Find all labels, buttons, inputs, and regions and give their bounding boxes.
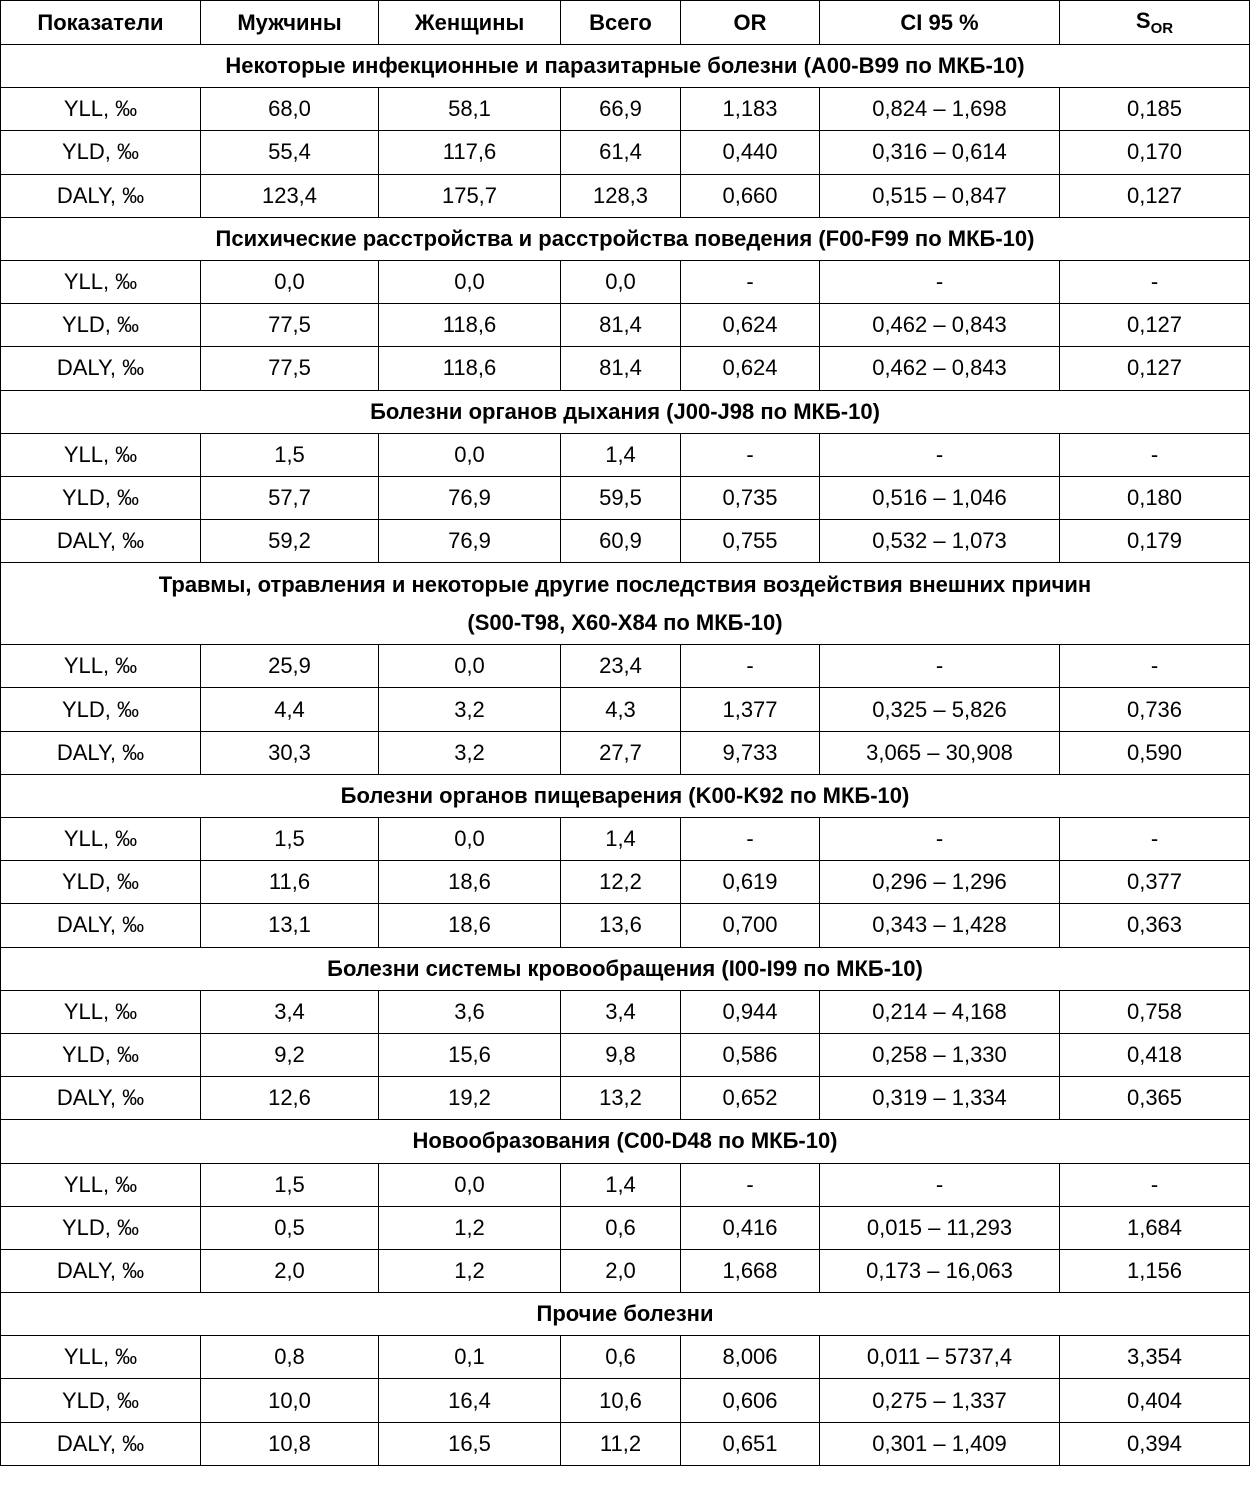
total-cell: 11,2 xyxy=(561,1422,681,1465)
ci95-cell: 0,532 – 1,073 xyxy=(820,520,1060,563)
or-cell: 0,624 xyxy=(681,304,820,347)
total-cell: 27,7 xyxy=(561,731,681,774)
or-cell: - xyxy=(681,1163,820,1206)
total-cell: 23,4 xyxy=(561,645,681,688)
indicator-cell: DALY, ‰ xyxy=(1,347,201,390)
or-cell: 0,944 xyxy=(681,990,820,1033)
ci95-cell: 0,319 – 1,334 xyxy=(820,1077,1060,1120)
section-header-row xyxy=(1,1293,1250,1336)
header-total: Всего xyxy=(561,1,681,45)
header-indicators: Показатели xyxy=(1,1,201,45)
section-title-text: Болезни органов пищеварения (K00-K92 по МКБ-10) xyxy=(340,782,910,808)
or-cell: - xyxy=(681,645,820,688)
ci95-cell: 0,325 – 5,826 xyxy=(820,688,1060,731)
table-row xyxy=(1,861,1250,904)
or-cell: 1,377 xyxy=(681,688,820,731)
header-sor xyxy=(1060,1,1250,45)
indicator-cell: YLL, ‰ xyxy=(1,88,201,131)
or-cell: 0,735 xyxy=(681,476,820,519)
men-cell: 3,4 xyxy=(201,990,379,1033)
or-cell: 0,660 xyxy=(681,174,820,217)
indicator-cell: YLL, ‰ xyxy=(1,1163,201,1206)
total-cell: 3,4 xyxy=(561,990,681,1033)
ci95-cell: 0,258 – 1,330 xyxy=(820,1033,1060,1076)
sor-cell: 0,365 xyxy=(1060,1077,1250,1120)
ci95-cell: - xyxy=(820,818,1060,861)
total-cell: 10,6 xyxy=(561,1379,681,1422)
women-cell: 3,6 xyxy=(379,990,561,1033)
or-cell: 0,651 xyxy=(681,1422,820,1465)
ci95-cell: 0,516 – 1,046 xyxy=(820,476,1060,519)
or-cell: - xyxy=(681,818,820,861)
women-cell: 18,6 xyxy=(379,904,561,947)
section-title xyxy=(1,45,1250,88)
table-row xyxy=(1,1379,1250,1422)
or-cell: - xyxy=(681,260,820,303)
section-header-row xyxy=(1,774,1250,817)
header-row xyxy=(1,1,1250,45)
men-cell: 25,9 xyxy=(201,645,379,688)
men-cell: 1,5 xyxy=(201,818,379,861)
indicator-cell: DALY, ‰ xyxy=(1,520,201,563)
table-row xyxy=(1,476,1250,519)
indicator-cell: YLL, ‰ xyxy=(1,990,201,1033)
men-cell: 1,5 xyxy=(201,1163,379,1206)
ci95-cell: 0,275 – 1,337 xyxy=(820,1379,1060,1422)
table-row xyxy=(1,174,1250,217)
men-cell: 9,2 xyxy=(201,1033,379,1076)
men-cell: 57,7 xyxy=(201,476,379,519)
indicator-cell: YLD, ‰ xyxy=(1,1379,201,1422)
table-body xyxy=(1,45,1250,1466)
total-cell: 12,2 xyxy=(561,861,681,904)
section-header-row xyxy=(1,947,1250,990)
total-cell: 13,2 xyxy=(561,1077,681,1120)
indicator-cell: DALY, ‰ xyxy=(1,1422,201,1465)
table-row xyxy=(1,904,1250,947)
ci95-cell: 0,824 – 1,698 xyxy=(820,88,1060,131)
ci95-cell: 0,214 – 4,168 xyxy=(820,990,1060,1033)
ci95-cell: 0,515 – 0,847 xyxy=(820,174,1060,217)
sor-cell: 0,590 xyxy=(1060,731,1250,774)
total-cell: 2,0 xyxy=(561,1249,681,1292)
table-row xyxy=(1,731,1250,774)
indicator-cell: DALY, ‰ xyxy=(1,174,201,217)
section-title-text: Болезни органов дыхания (J00-J98 по МКБ-10) xyxy=(370,398,880,424)
women-cell: 175,7 xyxy=(379,174,561,217)
table-row xyxy=(1,990,1250,1033)
section-title-text: Психические расстройства и расстройства поведения (F00-F99 по МКБ-10) xyxy=(215,225,1035,251)
table-row xyxy=(1,88,1250,131)
indicator-cell: YLD, ‰ xyxy=(1,131,201,174)
indicator-cell: DALY, ‰ xyxy=(1,731,201,774)
section-title-text-line2: (S00-T98, X60-X84 по МКБ-10) xyxy=(467,609,783,635)
men-cell: 13,1 xyxy=(201,904,379,947)
total-cell: 66,9 xyxy=(561,88,681,131)
or-cell: 0,440 xyxy=(681,131,820,174)
header-or: OR xyxy=(681,1,820,45)
table-row xyxy=(1,520,1250,563)
or-cell: 0,700 xyxy=(681,904,820,947)
women-cell: 117,6 xyxy=(379,131,561,174)
sor-cell: 1,156 xyxy=(1060,1249,1250,1292)
ci95-cell: 0,301 – 1,409 xyxy=(820,1422,1060,1465)
section-title xyxy=(1,1293,1250,1336)
sor-cell: 0,404 xyxy=(1060,1379,1250,1422)
table-row xyxy=(1,1336,1250,1379)
or-cell: 0,606 xyxy=(681,1379,820,1422)
indicator-cell: YLL, ‰ xyxy=(1,818,201,861)
men-cell: 10,8 xyxy=(201,1422,379,1465)
section-title-text: Некоторые инфекционные и паразитарные болезни (A00-B99 по МКБ-10) xyxy=(225,53,1025,79)
total-cell: 1,4 xyxy=(561,433,681,476)
sor-cell: 0,363 xyxy=(1060,904,1250,947)
sor-cell: - xyxy=(1060,260,1250,303)
table-row xyxy=(1,1206,1250,1249)
table-row xyxy=(1,688,1250,731)
women-cell: 0,1 xyxy=(379,1336,561,1379)
ci95-cell: 0,011 – 5737,4 xyxy=(820,1336,1060,1379)
section-title-text: Травмы, отравления и некоторые другие последствия воздействия внешних причин xyxy=(158,571,1092,597)
women-cell: 58,1 xyxy=(379,88,561,131)
section-title xyxy=(1,390,1250,433)
men-cell: 123,4 xyxy=(201,174,379,217)
table-row xyxy=(1,818,1250,861)
or-cell: 0,586 xyxy=(681,1033,820,1076)
indicator-cell: YLL, ‰ xyxy=(1,1336,201,1379)
table-row xyxy=(1,1249,1250,1292)
indicator-cell: YLL, ‰ xyxy=(1,260,201,303)
sor-cell: 0,736 xyxy=(1060,688,1250,731)
women-cell: 16,5 xyxy=(379,1422,561,1465)
indicator-cell: YLD, ‰ xyxy=(1,1033,201,1076)
ci95-cell: 0,015 – 11,293 xyxy=(820,1206,1060,1249)
sor-cell: 0,179 xyxy=(1060,520,1250,563)
total-cell: 0,6 xyxy=(561,1206,681,1249)
header-sor-main: S xyxy=(1135,8,1151,33)
men-cell: 10,0 xyxy=(201,1379,379,1422)
women-cell: 0,0 xyxy=(379,818,561,861)
women-cell: 18,6 xyxy=(379,861,561,904)
men-cell: 0,5 xyxy=(201,1206,379,1249)
ci95-cell: 0,316 – 0,614 xyxy=(820,131,1060,174)
section-header-row xyxy=(1,45,1250,88)
sor-cell: - xyxy=(1060,818,1250,861)
ci95-cell: - xyxy=(820,433,1060,476)
total-cell: 61,4 xyxy=(561,131,681,174)
ci95-cell: - xyxy=(820,260,1060,303)
ci95-cell: 0,462 – 0,843 xyxy=(820,347,1060,390)
indicator-cell: DALY, ‰ xyxy=(1,1077,201,1120)
total-cell: 1,4 xyxy=(561,818,681,861)
or-cell: 0,652 xyxy=(681,1077,820,1120)
section-title xyxy=(1,774,1250,817)
women-cell: 76,9 xyxy=(379,520,561,563)
women-cell: 0,0 xyxy=(379,260,561,303)
header-men: Мужчины xyxy=(201,1,379,45)
men-cell: 0,8 xyxy=(201,1336,379,1379)
or-cell: - xyxy=(681,433,820,476)
women-cell: 0,0 xyxy=(379,1163,561,1206)
total-cell: 59,5 xyxy=(561,476,681,519)
men-cell: 30,3 xyxy=(201,731,379,774)
total-cell: 81,4 xyxy=(561,304,681,347)
indicator-cell: YLL, ‰ xyxy=(1,645,201,688)
section-header-row xyxy=(1,390,1250,433)
men-cell: 77,5 xyxy=(201,347,379,390)
section-header-row xyxy=(1,1120,1250,1163)
men-cell: 77,5 xyxy=(201,304,379,347)
indicator-cell: DALY, ‰ xyxy=(1,904,201,947)
table-row xyxy=(1,1422,1250,1465)
women-cell: 76,9 xyxy=(379,476,561,519)
total-cell: 128,3 xyxy=(561,174,681,217)
indicator-cell: YLL, ‰ xyxy=(1,433,201,476)
total-cell: 9,8 xyxy=(561,1033,681,1076)
ci95-cell: - xyxy=(820,645,1060,688)
section-title-text: Прочие болезни xyxy=(536,1301,714,1327)
men-cell: 0,0 xyxy=(201,260,379,303)
sor-cell: 1,684 xyxy=(1060,1206,1250,1249)
ci95-cell: 0,296 – 1,296 xyxy=(820,861,1060,904)
ci95-cell: - xyxy=(820,1163,1060,1206)
total-cell: 0,0 xyxy=(561,260,681,303)
women-cell: 118,6 xyxy=(379,304,561,347)
men-cell: 4,4 xyxy=(201,688,379,731)
sor-cell: 0,127 xyxy=(1060,304,1250,347)
or-cell: 9,733 xyxy=(681,731,820,774)
header-women: Женщины xyxy=(379,1,561,45)
table-row xyxy=(1,1077,1250,1120)
indicator-cell: YLD, ‰ xyxy=(1,304,201,347)
or-cell: 1,668 xyxy=(681,1249,820,1292)
sor-cell: 0,127 xyxy=(1060,174,1250,217)
or-cell: 0,416 xyxy=(681,1206,820,1249)
ci95-cell: 0,462 – 0,843 xyxy=(820,304,1060,347)
sor-cell: - xyxy=(1060,433,1250,476)
sor-cell: 0,418 xyxy=(1060,1033,1250,1076)
table-row xyxy=(1,260,1250,303)
men-cell: 59,2 xyxy=(201,520,379,563)
women-cell: 3,2 xyxy=(379,688,561,731)
women-cell: 0,0 xyxy=(379,433,561,476)
table-row xyxy=(1,347,1250,390)
indicator-cell: DALY, ‰ xyxy=(1,1249,201,1292)
women-cell: 118,6 xyxy=(379,347,561,390)
ci95-cell: 0,173 – 16,063 xyxy=(820,1249,1060,1292)
or-cell: 0,619 xyxy=(681,861,820,904)
women-cell: 16,4 xyxy=(379,1379,561,1422)
men-cell: 2,0 xyxy=(201,1249,379,1292)
section-title xyxy=(1,217,1250,260)
women-cell: 19,2 xyxy=(379,1077,561,1120)
table-row xyxy=(1,1163,1250,1206)
men-cell: 11,6 xyxy=(201,861,379,904)
women-cell: 1,2 xyxy=(379,1249,561,1292)
sor-cell: 0,185 xyxy=(1060,88,1250,131)
total-cell: 4,3 xyxy=(561,688,681,731)
or-cell: 0,755 xyxy=(681,520,820,563)
ci95-cell: 3,065 – 30,908 xyxy=(820,731,1060,774)
sor-cell: - xyxy=(1060,645,1250,688)
table-row xyxy=(1,433,1250,476)
section-title xyxy=(1,1120,1250,1163)
indicator-cell: YLD, ‰ xyxy=(1,1206,201,1249)
or-cell: 1,183 xyxy=(681,88,820,131)
or-cell: 8,006 xyxy=(681,1336,820,1379)
total-cell: 1,4 xyxy=(561,1163,681,1206)
indicator-cell: YLD, ‰ xyxy=(1,476,201,519)
section-title xyxy=(1,563,1250,645)
women-cell: 15,6 xyxy=(379,1033,561,1076)
sor-cell: 0,394 xyxy=(1060,1422,1250,1465)
women-cell: 3,2 xyxy=(379,731,561,774)
section-title xyxy=(1,947,1250,990)
sor-cell: 0,127 xyxy=(1060,347,1250,390)
table-row xyxy=(1,645,1250,688)
indicator-cell: YLD, ‰ xyxy=(1,861,201,904)
section-header-row xyxy=(1,217,1250,260)
ci95-cell: 0,343 – 1,428 xyxy=(820,904,1060,947)
section-title-text: Болезни системы кровообращения (I00-I99 по МКБ-10) xyxy=(327,955,923,981)
men-cell: 1,5 xyxy=(201,433,379,476)
header-ci95: CI 95 % xyxy=(820,1,1060,45)
total-cell: 13,6 xyxy=(561,904,681,947)
women-cell: 0,0 xyxy=(379,645,561,688)
table-row xyxy=(1,304,1250,347)
sor-cell: - xyxy=(1060,1163,1250,1206)
header-sor-subscript: OR xyxy=(1150,20,1174,37)
section-header-row xyxy=(1,563,1250,645)
total-cell: 0,6 xyxy=(561,1336,681,1379)
men-cell: 55,4 xyxy=(201,131,379,174)
sor-cell: 0,758 xyxy=(1060,990,1250,1033)
sor-cell: 0,170 xyxy=(1060,131,1250,174)
indicator-cell: YLD, ‰ xyxy=(1,688,201,731)
men-cell: 12,6 xyxy=(201,1077,379,1120)
total-cell: 60,9 xyxy=(561,520,681,563)
sor-cell: 3,354 xyxy=(1060,1336,1250,1379)
total-cell: 81,4 xyxy=(561,347,681,390)
or-cell: 0,624 xyxy=(681,347,820,390)
men-cell: 68,0 xyxy=(201,88,379,131)
sor-cell: 0,377 xyxy=(1060,861,1250,904)
table-row xyxy=(1,131,1250,174)
sor-cell: 0,180 xyxy=(1060,476,1250,519)
section-title-text: Новообразования (C00-D48 по МКБ-10) xyxy=(412,1128,838,1154)
women-cell: 1,2 xyxy=(379,1206,561,1249)
table-row xyxy=(1,1033,1250,1076)
